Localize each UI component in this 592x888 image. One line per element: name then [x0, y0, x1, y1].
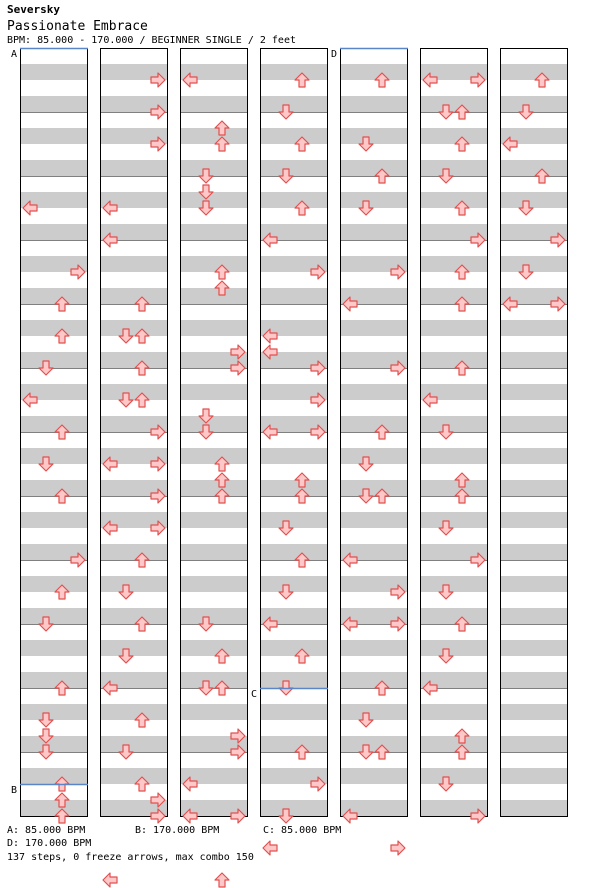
beat-band: [340, 128, 408, 144]
beat-band: [340, 192, 408, 208]
beat-band: [340, 704, 408, 720]
beat-band: [500, 352, 568, 368]
step-arrow-left: [103, 873, 117, 887]
beat-band: [100, 640, 168, 656]
beat-band: [500, 544, 568, 560]
beat-band: [100, 320, 168, 336]
beat-band: [180, 480, 248, 496]
beat-band: [420, 320, 488, 336]
beat-band: [20, 480, 88, 496]
bpm-marker-label: A: [11, 49, 18, 60]
beat-band: [20, 672, 88, 688]
beat-band: [20, 576, 88, 592]
beat-band: [340, 224, 408, 240]
beat-band: [500, 384, 568, 400]
beat-band: [260, 544, 328, 560]
legend-b: B: 170.000 BPM: [135, 825, 220, 836]
beat-band: [20, 704, 88, 720]
beat-band: [500, 160, 568, 176]
beat-band: [180, 544, 248, 560]
beat-band: [500, 736, 568, 752]
beat-band: [500, 768, 568, 784]
step-arrow-up: [215, 873, 229, 887]
chart-summary: 137 steps, 0 freeze arrows, max combo 150: [7, 852, 254, 863]
beat-band: [500, 576, 568, 592]
beat-band: [420, 352, 488, 368]
legend-c: C: 85.000 BPM: [263, 825, 342, 836]
beat-band: [500, 512, 568, 528]
beat-band: [500, 448, 568, 464]
beat-band: [20, 736, 88, 752]
beat-band: [260, 64, 328, 80]
beat-band: [20, 512, 88, 528]
beat-band: [500, 96, 568, 112]
beat-band: [260, 736, 328, 752]
beat-band: [180, 128, 248, 144]
beat-band: [340, 448, 408, 464]
beat-band: [420, 640, 488, 656]
beat-band: [20, 640, 88, 656]
beat-band: [420, 768, 488, 784]
beat-band: [260, 192, 328, 208]
beat-band: [420, 480, 488, 496]
beat-band: [20, 96, 88, 112]
legend-a: A: 85.000 BPM: [7, 825, 86, 836]
beat-band: [100, 576, 168, 592]
beat-band: [260, 128, 328, 144]
beat-band: [20, 128, 88, 144]
beat-band: [180, 512, 248, 528]
beat-band: [100, 256, 168, 272]
beat-band: [100, 736, 168, 752]
beat-band: [260, 480, 328, 496]
beat-band: [340, 320, 408, 336]
beat-band: [100, 384, 168, 400]
beat-band: [180, 256, 248, 272]
beat-band: [340, 384, 408, 400]
beat-band: [180, 160, 248, 176]
beat-band: [20, 224, 88, 240]
bpm-marker-label: B: [11, 785, 18, 796]
beat-band: [180, 448, 248, 464]
beat-band: [500, 608, 568, 624]
beat-band: [20, 608, 88, 624]
legend-d: D: 170.000 BPM: [7, 838, 92, 849]
beat-band: [260, 160, 328, 176]
beat-band: [500, 672, 568, 688]
beat-band: [420, 256, 488, 272]
beat-band: [20, 160, 88, 176]
beat-band: [340, 480, 408, 496]
beat-band: [20, 320, 88, 336]
beat-band: [260, 576, 328, 592]
beat-band: [20, 64, 88, 80]
beat-band: [420, 448, 488, 464]
beat-band: [100, 704, 168, 720]
beat-band: [340, 64, 408, 80]
beat-band: [340, 96, 408, 112]
beat-band: [100, 608, 168, 624]
beat-band: [500, 320, 568, 336]
beat-band: [420, 128, 488, 144]
beat-band: [180, 288, 248, 304]
beat-band: [260, 512, 328, 528]
beat-band: [100, 544, 168, 560]
step-arrow-left: [263, 841, 277, 855]
beat-band: [420, 96, 488, 112]
bpm-marker-label: D: [331, 49, 338, 60]
beat-band: [260, 288, 328, 304]
beat-band: [180, 416, 248, 432]
beat-band: [500, 640, 568, 656]
beat-band: [340, 640, 408, 656]
beat-band: [20, 448, 88, 464]
song-title: Passionate Embrace: [7, 19, 148, 34]
beat-band: [20, 768, 88, 784]
beat-band: [180, 576, 248, 592]
beat-band: [420, 192, 488, 208]
beat-band: [420, 416, 488, 432]
beat-band: [20, 416, 88, 432]
beat-band: [100, 768, 168, 784]
beat-band: [260, 96, 328, 112]
beat-band: [180, 384, 248, 400]
beat-band: [100, 160, 168, 176]
beat-band: [180, 672, 248, 688]
beat-band: [500, 480, 568, 496]
artist-name: Seversky: [7, 3, 60, 16]
beat-band: [340, 672, 408, 688]
beat-band: [100, 352, 168, 368]
beat-band: [180, 320, 248, 336]
beat-band: [420, 512, 488, 528]
beat-band: [340, 768, 408, 784]
beat-band: [20, 800, 88, 816]
beat-band: [100, 288, 168, 304]
beat-band: [180, 224, 248, 240]
step-arrow-right: [391, 841, 405, 855]
beat-band: [420, 160, 488, 176]
beat-band: [500, 256, 568, 272]
beat-band: [260, 704, 328, 720]
beat-band: [180, 192, 248, 208]
beat-band: [180, 640, 248, 656]
beat-band: [260, 800, 328, 816]
beat-band: [420, 288, 488, 304]
beat-band: [500, 800, 568, 816]
beat-band: [420, 736, 488, 752]
beat-band: [180, 608, 248, 624]
bpm-marker-label: C: [251, 689, 258, 700]
beat-band: [340, 512, 408, 528]
beat-band: [260, 672, 328, 688]
beat-band: [180, 704, 248, 720]
beat-band: [500, 704, 568, 720]
beat-band: [340, 416, 408, 432]
beat-band: [500, 416, 568, 432]
beat-band: [20, 288, 88, 304]
beat-band: [340, 160, 408, 176]
beat-band: [420, 704, 488, 720]
beat-band: [260, 448, 328, 464]
beat-band: [420, 608, 488, 624]
beat-band: [20, 352, 88, 368]
beat-band: [180, 96, 248, 112]
beat-band: [260, 640, 328, 656]
chart-info: BPM: 85.000 - 170.000 / BEGINNER SINGLE / 2 feet: [7, 35, 296, 46]
beat-band: [420, 576, 488, 592]
beat-band: [500, 64, 568, 80]
beat-band: [340, 736, 408, 752]
beat-band: [500, 192, 568, 208]
